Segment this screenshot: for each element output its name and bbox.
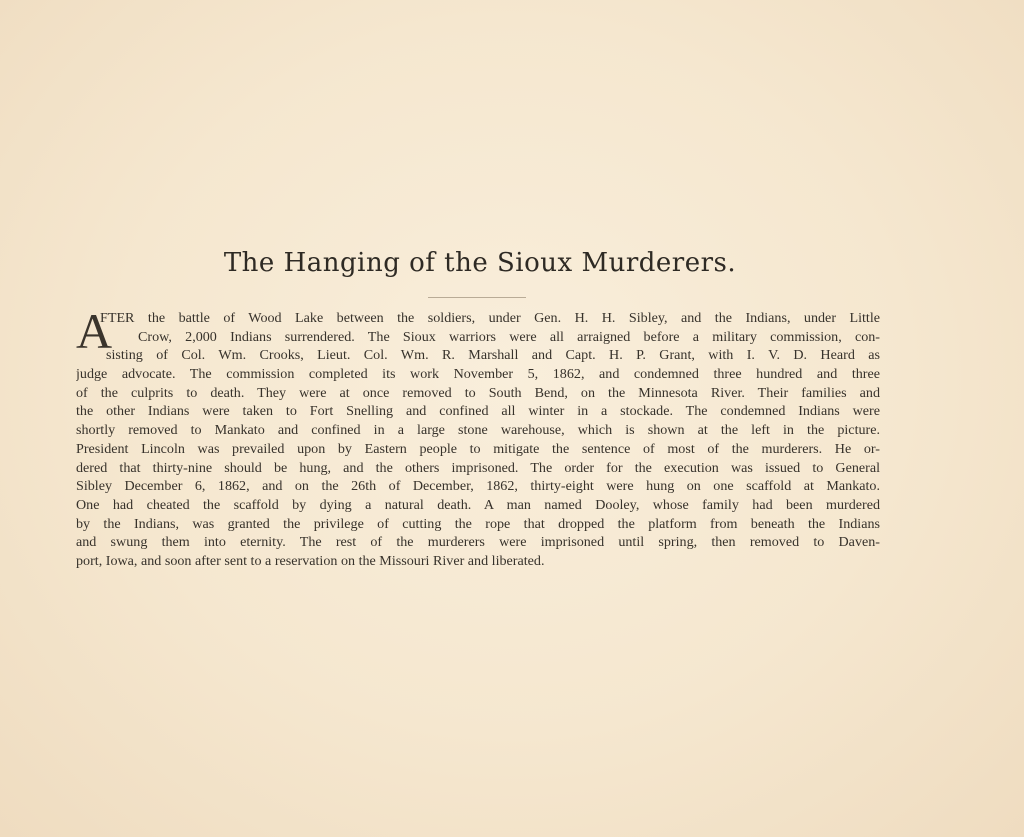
text-line: the other Indians were taken to Fort Snelling and confined all winter in a stockade. The condemned Indians were bbox=[76, 403, 880, 420]
drop-cap: A bbox=[76, 303, 113, 359]
page-title: The Hanging of the Sioux Murderers. bbox=[223, 248, 737, 278]
body-paragraph bbox=[76, 303, 880, 571]
text-line: One had cheated the scaffold by dying a natural death. A man named Dooley, whose family had been murdered bbox=[76, 496, 880, 513]
text-line: President Lincoln was prevailed upon by Eastern people to mitigate the sentence of most of the murderers. He or- bbox=[76, 440, 880, 457]
text-line: Crow, 2,000 Indians surrendered. The Sioux warriors were all arraigned before a military commission, con- bbox=[138, 328, 880, 345]
text-line: and swung them into eternity. The rest of the murderers were imprisoned until spring, then removed to Daven- bbox=[76, 534, 880, 551]
text-line: FTER the battle of Wood Lake between the soldiers, under Gen. H. H. Sibley, and the Indians, under Little bbox=[100, 310, 880, 326]
text-line: of the culprits to death. They were at once removed to South Bend, on the Minnesota River. Their families and bbox=[76, 384, 880, 401]
text-line: by the Indians, was granted the privilege of cutting the rope that dropped the platform from beneath the Indians bbox=[76, 515, 880, 532]
text-line: shortly removed to Mankato and confined in a large stone warehouse, which is shown at the left in the picture. bbox=[76, 422, 880, 439]
text-line: dered that thirty-nine should be hung, and the others imprisoned. The order for the execution was issued to General bbox=[76, 459, 880, 476]
title-divider bbox=[428, 297, 526, 298]
text-line: port, Iowa, and soon after sent to a reservation on the Missouri River and liberated. bbox=[76, 552, 545, 569]
text-line: judge advocate. The commission completed its work November 5, 1862, and condemned three hundred and three bbox=[76, 366, 880, 383]
text-line: Sibley December 6, 1862, and on the 26th of December, 1862, thirty-eight were hung on one scaffold at Mankato. bbox=[76, 478, 880, 495]
text-line: sisting of Col. Wm. Crooks, Lieut. Col. Wm. R. Marshall and Capt. H. P. Grant, with I. V. D. Heard as bbox=[106, 347, 880, 364]
